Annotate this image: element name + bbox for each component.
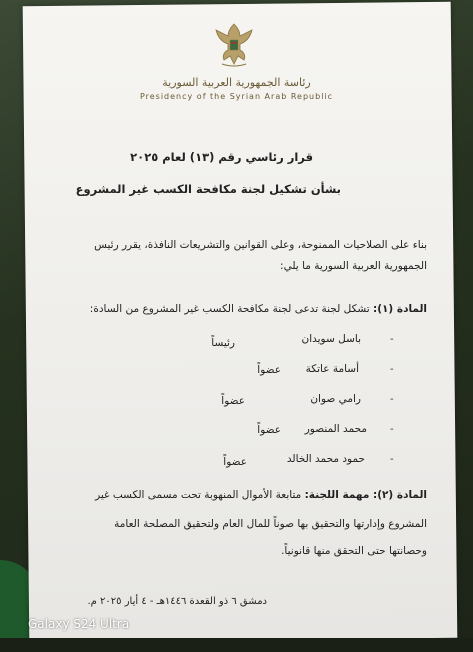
member-role: عضواً (223, 456, 247, 468)
eagle-emblem-icon (206, 20, 262, 70)
member-role: عضواً (221, 395, 245, 407)
intro-line-1: بناء على الصلاحيات الممنوحة، وعلى القوانين والتشريعات النافذة، يقرر رئيس (94, 239, 427, 251)
article-2-text-line-3: وحصانتها حتى التحقق منها قانونياً. (281, 545, 427, 557)
list-dash: - (390, 394, 394, 405)
member-name: محمد المنصور (304, 423, 367, 435)
decree-subject: بشأن تشكيل لجنة مكافحة الكسب غير المشروع (75, 182, 341, 196)
decree-title: قرار رئاسي رقم (١٣) لعام ٢٠٢٥ (130, 150, 313, 164)
list-dash: - (390, 454, 394, 465)
article-2 (95, 489, 427, 501)
camera-watermark: Galaxy S24 Ultra (28, 617, 130, 631)
list-dash: - (390, 364, 394, 375)
article-1 (90, 303, 427, 315)
article-1-text: تشكل لجنة تدعى لجنة مكافحة الكسب غير المشروع من السادة: (89, 303, 370, 315)
article-2-label: المادة (٢): مهمة اللجنة: (304, 489, 427, 501)
list-dash: - (390, 334, 394, 345)
member-role: عضواً (257, 424, 281, 436)
intro-line-2: الجمهورية العربية السورية ما يلي: (280, 260, 427, 272)
article-1-label: المادة (١): (373, 303, 427, 315)
member-name: باسل سويدان (301, 333, 361, 345)
article-2-text-line-2: المشروع وإدارتها والتحقيق بها صوناً للمال العام ولتحقيق المصلحة العامة (114, 518, 427, 530)
bottom-shadow (0, 638, 473, 652)
article-2-text-line-1: متابعة الأموال المنهوبة تحت مسمى الكسب غير (95, 489, 302, 501)
presidency-english: Presidency of the Syrian Arab Republic (139, 92, 334, 101)
member-name: رامي صوان (310, 393, 361, 405)
member-role: عضواً (257, 364, 281, 376)
list-dash: - (390, 424, 394, 435)
member-name: أسامة عاتكة (305, 363, 359, 375)
signoff-date: دمشق ٦ ذو القعدة ١٤٤٦هـ - ٤ أيار ٢٠٢٥ م. (87, 596, 267, 607)
presidency-arabic: رئاسة الجمهورية العربية السورية (162, 76, 311, 89)
member-role: رئيساً (211, 337, 235, 349)
member-name: حمود محمد الخالد (286, 453, 365, 465)
